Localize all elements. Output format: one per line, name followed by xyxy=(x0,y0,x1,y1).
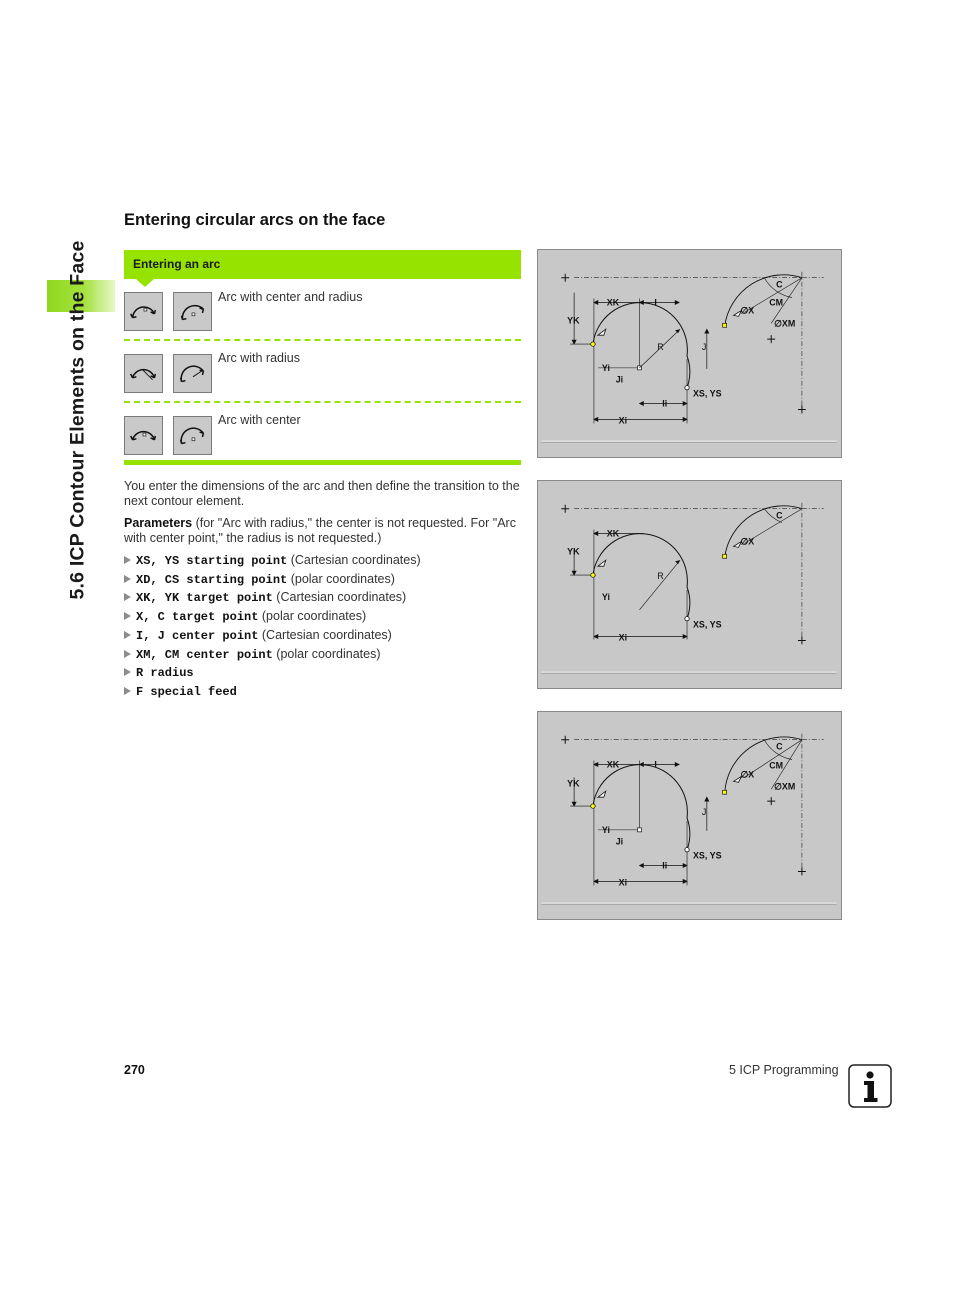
arc-ccw-center-radius-icon[interactable] xyxy=(173,292,212,331)
label-xs-ys: XS, YS xyxy=(692,850,722,861)
label-yk: YK xyxy=(567,546,580,557)
row-label-radius: Arc with radius xyxy=(218,351,300,365)
label-xk: XK xyxy=(606,759,620,770)
arc-cw-radius-icon[interactable] xyxy=(124,354,163,393)
figure-arc-radius xyxy=(537,480,842,689)
figure-arc-center xyxy=(537,711,842,920)
bullet-triangle-icon xyxy=(124,650,131,658)
label-c: C xyxy=(776,279,783,290)
label-xs-ys: XS, YS xyxy=(692,619,722,630)
parameters-lead: Parameters xyxy=(124,516,193,530)
param-item: F special feed xyxy=(124,684,237,699)
label-j: J xyxy=(701,807,707,818)
label-ii: Ii xyxy=(662,860,668,871)
page-number: 270 xyxy=(124,1063,145,1077)
arc-cw-center-icon[interactable] xyxy=(124,416,163,455)
label-xi: Xi xyxy=(618,877,628,888)
label-xi: Xi xyxy=(618,632,628,643)
label-x: ∅X xyxy=(740,305,755,316)
label-c: C xyxy=(776,510,783,521)
label-xk: XK xyxy=(606,297,620,308)
param-item: X, C target point (polar coordinates) xyxy=(124,609,366,624)
chapter-label: 5 ICP Programming xyxy=(729,1063,839,1077)
row-divider xyxy=(124,401,521,403)
row-divider xyxy=(124,339,521,341)
label-ii: Ii xyxy=(662,398,668,409)
intro-paragraph: You enter the dimensions of the arc and then define the transition to the next contour element. xyxy=(124,479,520,508)
bullet-triangle-icon xyxy=(124,575,131,583)
label-c: C xyxy=(776,741,783,752)
label-yi: Yi xyxy=(601,824,610,835)
table-header-label: Entering an arc xyxy=(133,257,221,271)
bullet-triangle-icon xyxy=(124,556,131,564)
figure-arc-center-radius xyxy=(537,249,842,458)
table-header xyxy=(124,250,521,279)
label-xk: XK xyxy=(606,528,620,539)
parameters-paragraph xyxy=(124,516,520,546)
label-i: I xyxy=(654,297,657,308)
param-item: R radius xyxy=(124,665,194,680)
param-item: I, J center point (Cartesian coordinates) xyxy=(124,628,392,643)
arc-ccw-center-icon[interactable] xyxy=(173,416,212,455)
arc-cw-center-radius-icon[interactable] xyxy=(124,292,163,331)
label-yk: YK xyxy=(567,315,580,326)
row-label-center-radius: Arc with center and radius xyxy=(218,290,363,304)
bullet-triangle-icon xyxy=(124,612,131,620)
label-xi: Xi xyxy=(618,415,628,426)
label-x: ∅X xyxy=(740,536,755,547)
arc-ccw-radius-icon[interactable] xyxy=(173,354,212,393)
bullet-triangle-icon xyxy=(124,668,131,676)
label-ji: Ji xyxy=(615,836,624,847)
label-yk: YK xyxy=(567,778,580,789)
parameters-note: (for "Arc with radius," the center is not requested. For "Arc with center point," the radius is not requested.) xyxy=(124,516,516,545)
label-j: J xyxy=(701,342,707,353)
info-icon xyxy=(848,1064,892,1108)
bullet-triangle-icon xyxy=(124,687,131,695)
label-r: R xyxy=(657,342,664,353)
param-item: XD, CS starting point (polar coordinates) xyxy=(124,572,395,587)
label-r: R xyxy=(657,571,664,582)
row-label-center: Arc with center xyxy=(218,413,301,427)
bullet-triangle-icon xyxy=(124,593,131,601)
section-title: Entering circular arcs on the face xyxy=(124,211,386,229)
param-item: XS, YS starting point (Cartesian coordinates) xyxy=(124,553,421,568)
label-ji: Ji xyxy=(615,374,624,385)
label-xm: ∅XM xyxy=(774,781,796,792)
table-header-notch xyxy=(136,279,154,287)
label-xm: ∅XM xyxy=(774,318,796,329)
table-bottom-rule xyxy=(124,460,521,465)
label-yi: Yi xyxy=(601,591,610,602)
label-cm: CM xyxy=(769,297,784,308)
param-item: XM, CM center point (polar coordinates) xyxy=(124,647,381,662)
label-cm: CM xyxy=(769,760,784,771)
label-x: ∅X xyxy=(740,769,755,780)
label-xs-ys: XS, YS xyxy=(692,388,722,399)
param-item: XK, YK target point (Cartesian coordinates) xyxy=(124,590,406,605)
bullet-triangle-icon xyxy=(124,631,131,639)
label-i: I xyxy=(654,759,657,770)
label-yi: Yi xyxy=(601,362,610,373)
